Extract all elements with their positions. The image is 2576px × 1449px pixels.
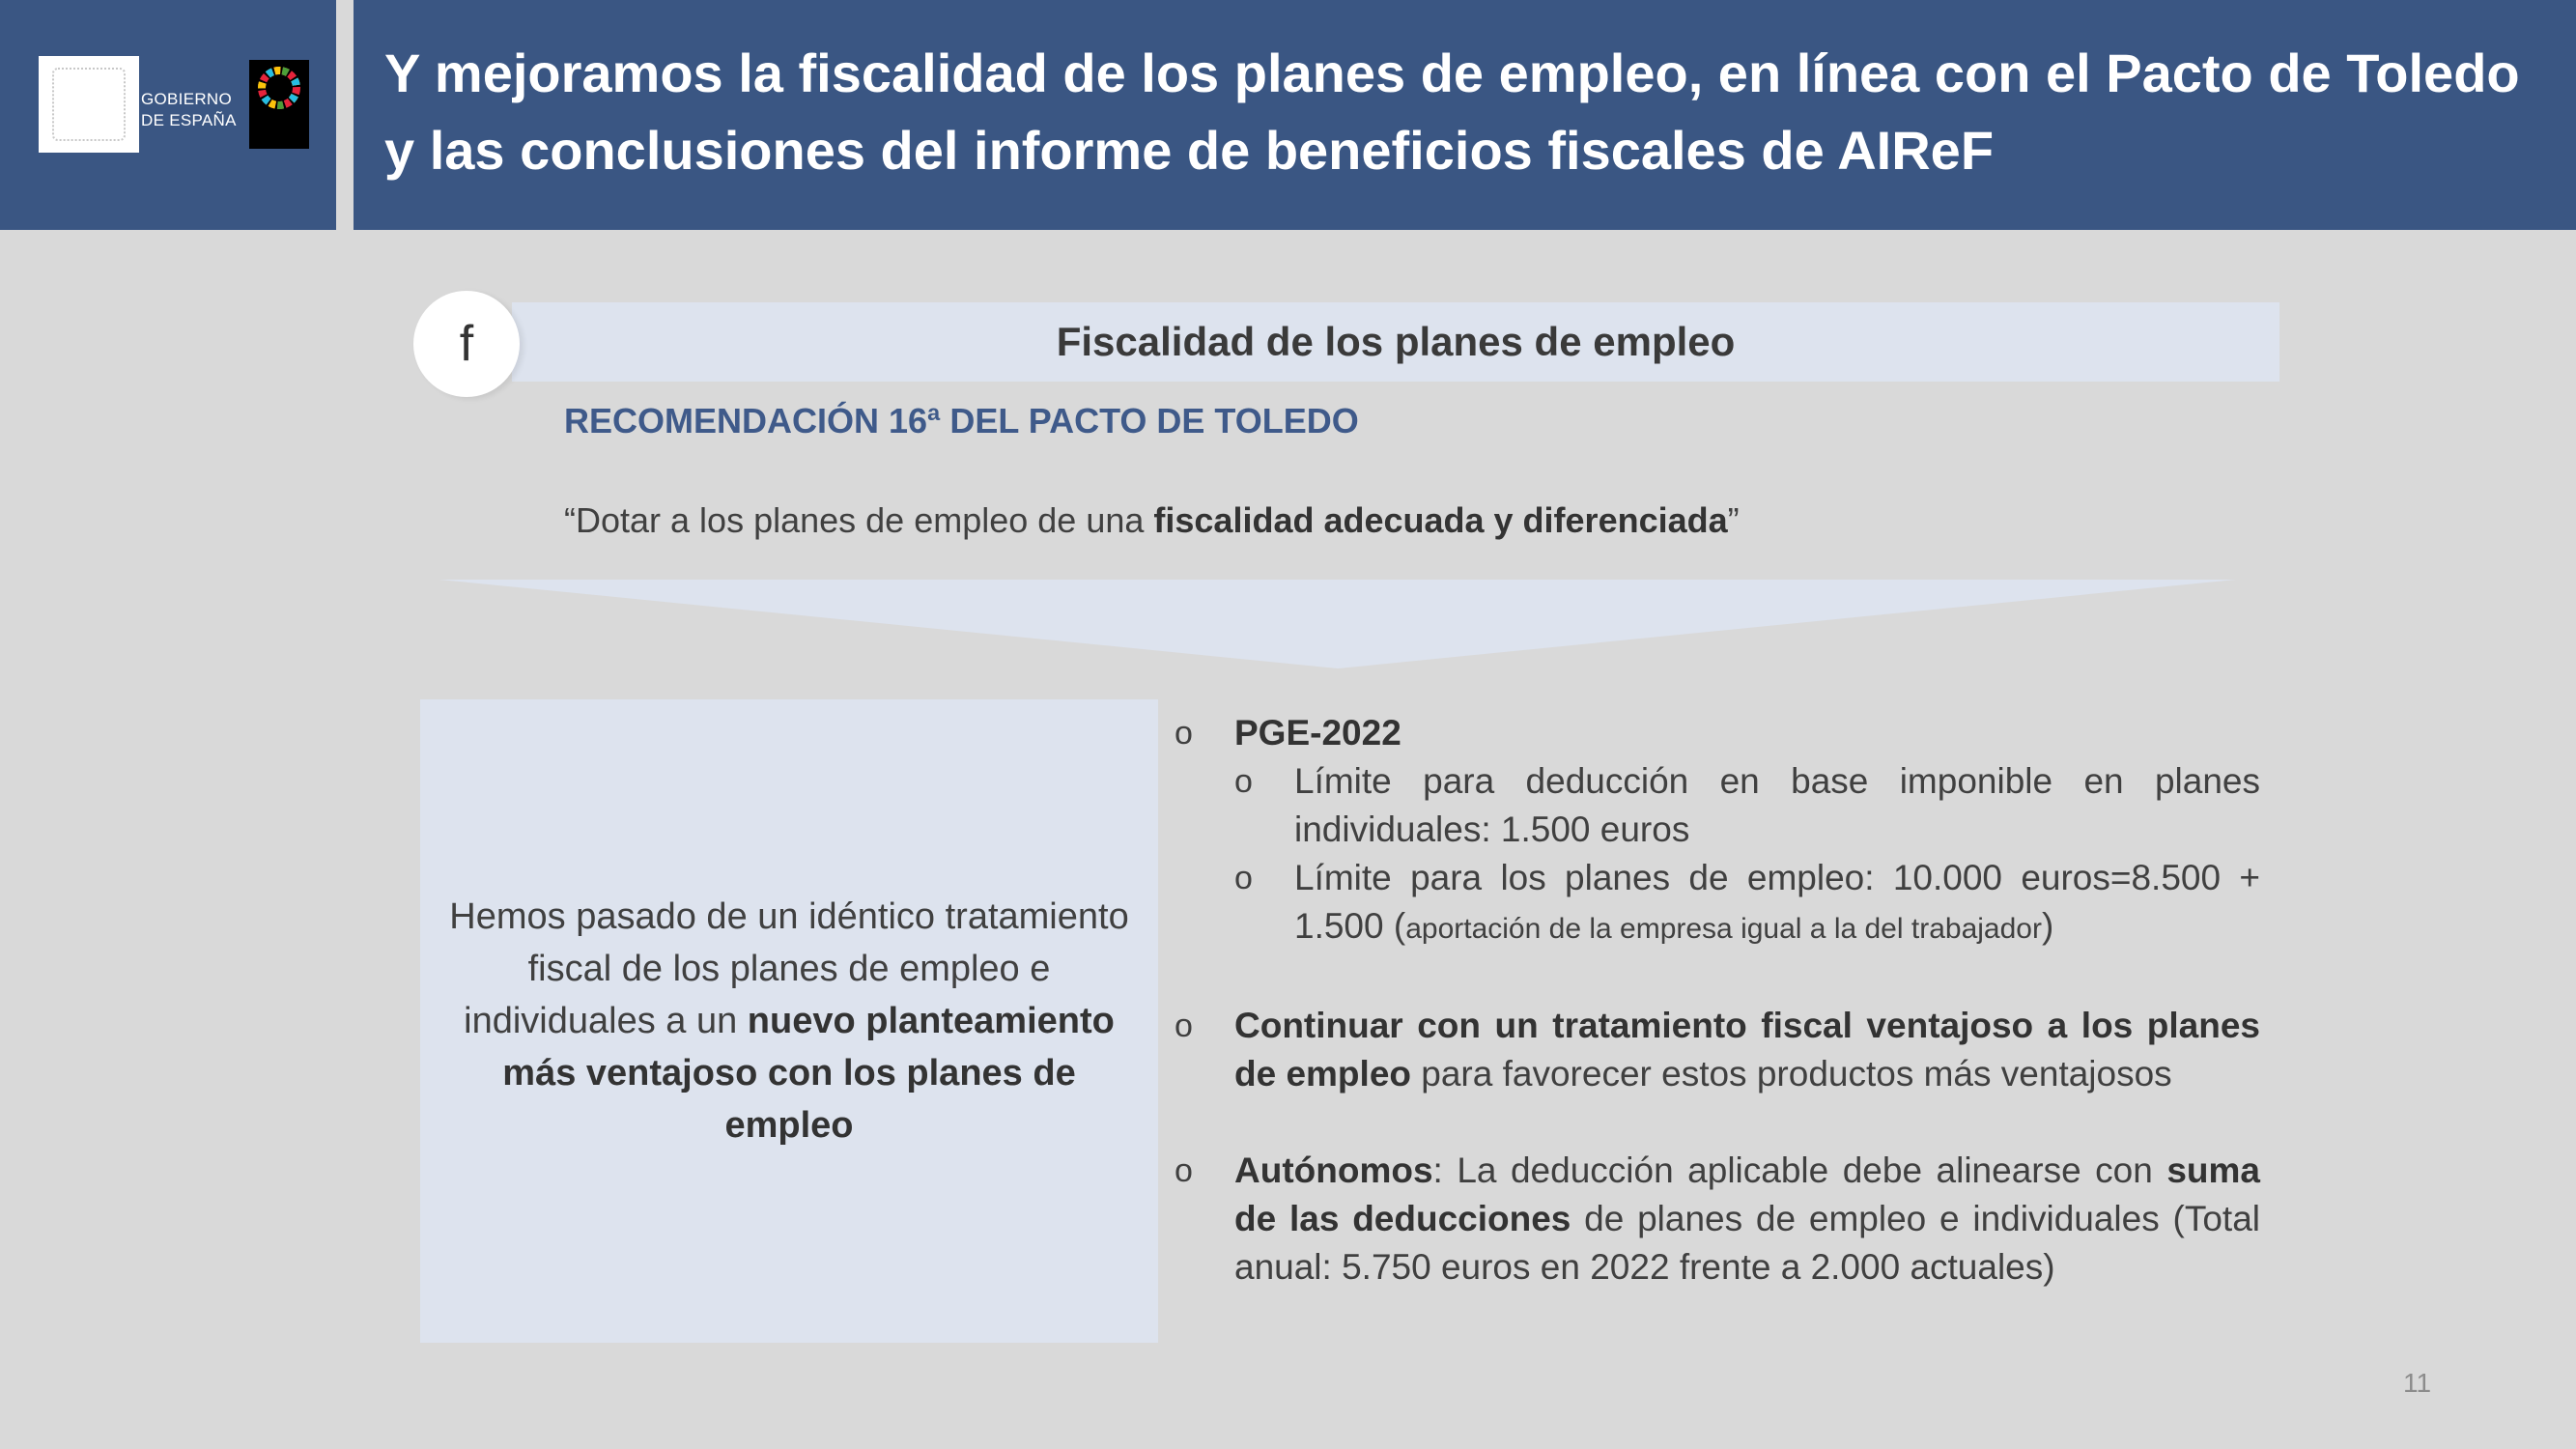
summary-box — [420, 699, 1158, 1343]
section-letter-badge: f — [413, 291, 520, 397]
sub-bullet-marker: o — [1234, 763, 1253, 800]
pge-sub-item-2 — [1234, 854, 2260, 953]
autonomos-text2: de planes de empleo e individuales (Total anual: 5.750 euros en 2022 frente a 2.000 actuales) — [1234, 1199, 2260, 1287]
summary-text-pre: Hemos pasado de un idéntico tratamiento fiscal de los planes de empleo e individuales a un — [449, 896, 1129, 1041]
autonomos-bold1: Autónomos — [1234, 1151, 1433, 1190]
continuar-bold: Continuar con un tratamiento fiscal ventajoso a los planes de empleo — [1234, 1006, 2260, 1094]
pge-sub2-end: ) — [2041, 906, 2054, 946]
bullet-marker: o — [1175, 1152, 1193, 1189]
quote-bold: fiscalidad adecuada y diferenciada — [1153, 500, 1728, 540]
pge-sublist — [1234, 757, 2260, 953]
gobierno-text — [141, 89, 237, 131]
recommendation-title: RECOMENDACIÓN 16ª DEL PACTO DE TOLEDO — [564, 401, 1359, 440]
pge-sub2-small: aportación de la empresa igual a la del trabajador — [1405, 913, 2042, 945]
gobierno-logo — [39, 56, 139, 153]
bullet-continuar — [1175, 1002, 2260, 1098]
sdg-wheel-icon — [255, 64, 303, 112]
pge-sub1-text: Límite para deducción en base imponible en planes individuales: 1.500 euros — [1294, 761, 2260, 849]
sub-bullet-marker: o — [1234, 860, 1253, 896]
coat-of-arms-icon — [52, 68, 126, 141]
pge-sub-item-1 — [1234, 757, 2260, 854]
bullet-marker: o — [1175, 1008, 1193, 1044]
gobierno-line2: DE ESPAÑA — [141, 111, 237, 129]
summary-text — [449, 891, 1129, 1151]
bullet-list — [1175, 709, 2260, 1292]
section-title: Fiscalidad de los planes de empleo — [1056, 319, 1736, 364]
header-bar — [354, 0, 2576, 230]
bullet-pge — [1175, 709, 2260, 757]
section-bar — [512, 302, 2279, 382]
autonomos-text1: : La deducción aplicable debe alinearse con — [1432, 1151, 2167, 1190]
gobierno-line1: GOBIERNO — [141, 90, 233, 108]
ods-logo — [249, 60, 309, 149]
quote-pre: “Dotar a los planes de empleo de una — [564, 500, 1154, 540]
down-chevron-shape — [439, 580, 2236, 671]
logo-block — [0, 0, 336, 230]
page-number: 11 — [2403, 1368, 2432, 1398]
recommendation-quote — [564, 500, 1740, 541]
continuar-rest: para favorecer estos productos más ventajosos — [1411, 1054, 2172, 1094]
quote-post: ” — [1727, 500, 1740, 540]
pge-sub2-main: Límite para los planes de empleo: 10.000 euros=8.500 + 1.500 ( — [1294, 858, 2260, 946]
pge-title: PGE-2022 — [1234, 713, 1401, 753]
summary-text-bold: nuevo planteamiento más ventajoso con los planes de empleo — [502, 1001, 1115, 1146]
bullet-autonomos — [1175, 1147, 2260, 1292]
autonomos-bold2: suma de las deducciones — [1234, 1151, 2260, 1238]
page-title: Y mejoramos la fiscalidad de los planes de empleo, en línea con el Pacto de Toledo y las conclusiones del informe de beneficios fiscales de AIReF — [384, 43, 2520, 181]
bullet-marker: o — [1175, 715, 1193, 752]
